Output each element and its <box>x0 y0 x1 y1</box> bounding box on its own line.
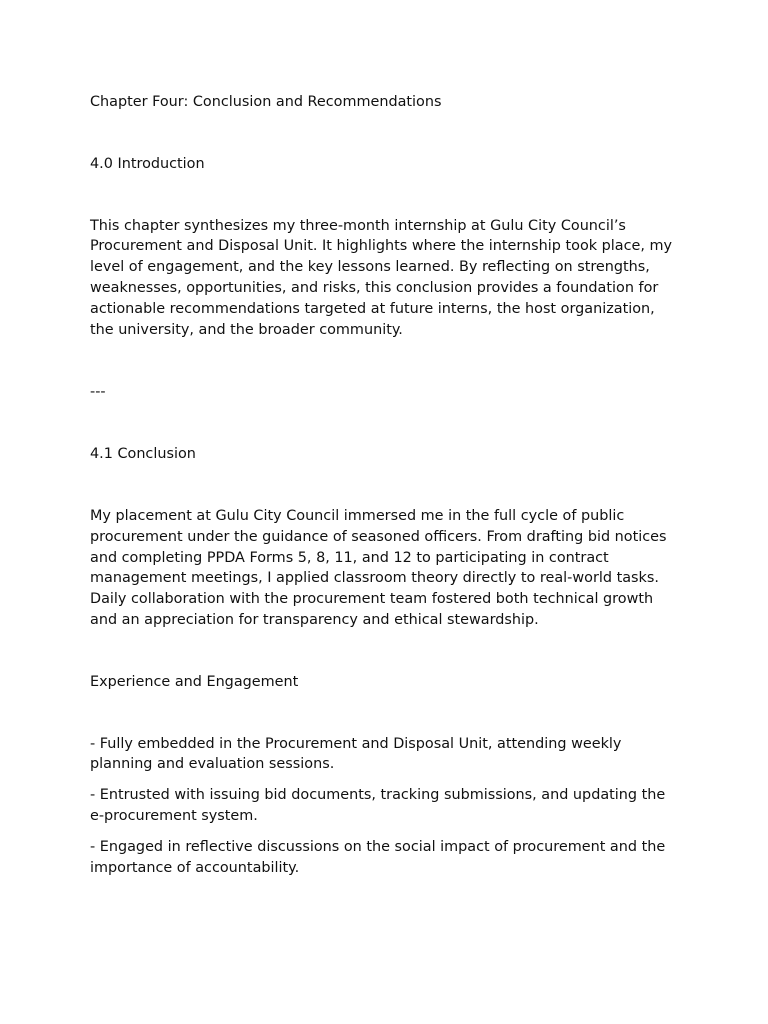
subsection-heading-experience: Experience and Engagement <box>90 673 299 690</box>
intro-paragraph: This chapter synthesizes my three-month internship at Gulu City Council’s Procurement and Disposal Unit. It highlights where the internship took place, my level of engagement, and the key lessons learned. By reflecting on strengths, weaknesses, opportunities, and risks, this conclusion provides a foundation for actionable recommendations targeted at future interns, the host organization, the university, and the broader community. <box>90 217 673 338</box>
section-heading-conclusion: 4.1 Conclusion <box>90 446 196 463</box>
bullet-item: - Entrusted with issuing bid documents, tracking submissions, and updating the e-procurement system. <box>90 787 666 824</box>
bullet-item: - Fully embedded in the Procurement and Disposal Unit, attending weekly planning and evaluation sessions. <box>90 735 622 773</box>
bullet-item: - Engaged in reflective discussions on the social impact of procurement and the importance of accountability. <box>90 838 666 876</box>
document-body <box>90 92 680 878</box>
section-heading-introduction: 4.0 Introduction <box>90 155 205 172</box>
section-separator: --- <box>90 384 106 401</box>
chapter-title: Chapter Four: Conclusion and Recommendations <box>90 94 442 110</box>
conclusion-paragraph: My placement at Gulu City Council immersed me in the full cycle of public procurement under the guidance of seasoned officers. From drafting bid notices and completing PPDA Forms 5, 8, 11, and 12 to participating in contract management meetings, I applied classroom theory directly to real-world tasks. Daily collaboration with the procurement team fostered both technical growth and an appreciation for transparency and ethical stewardship. <box>90 507 667 628</box>
